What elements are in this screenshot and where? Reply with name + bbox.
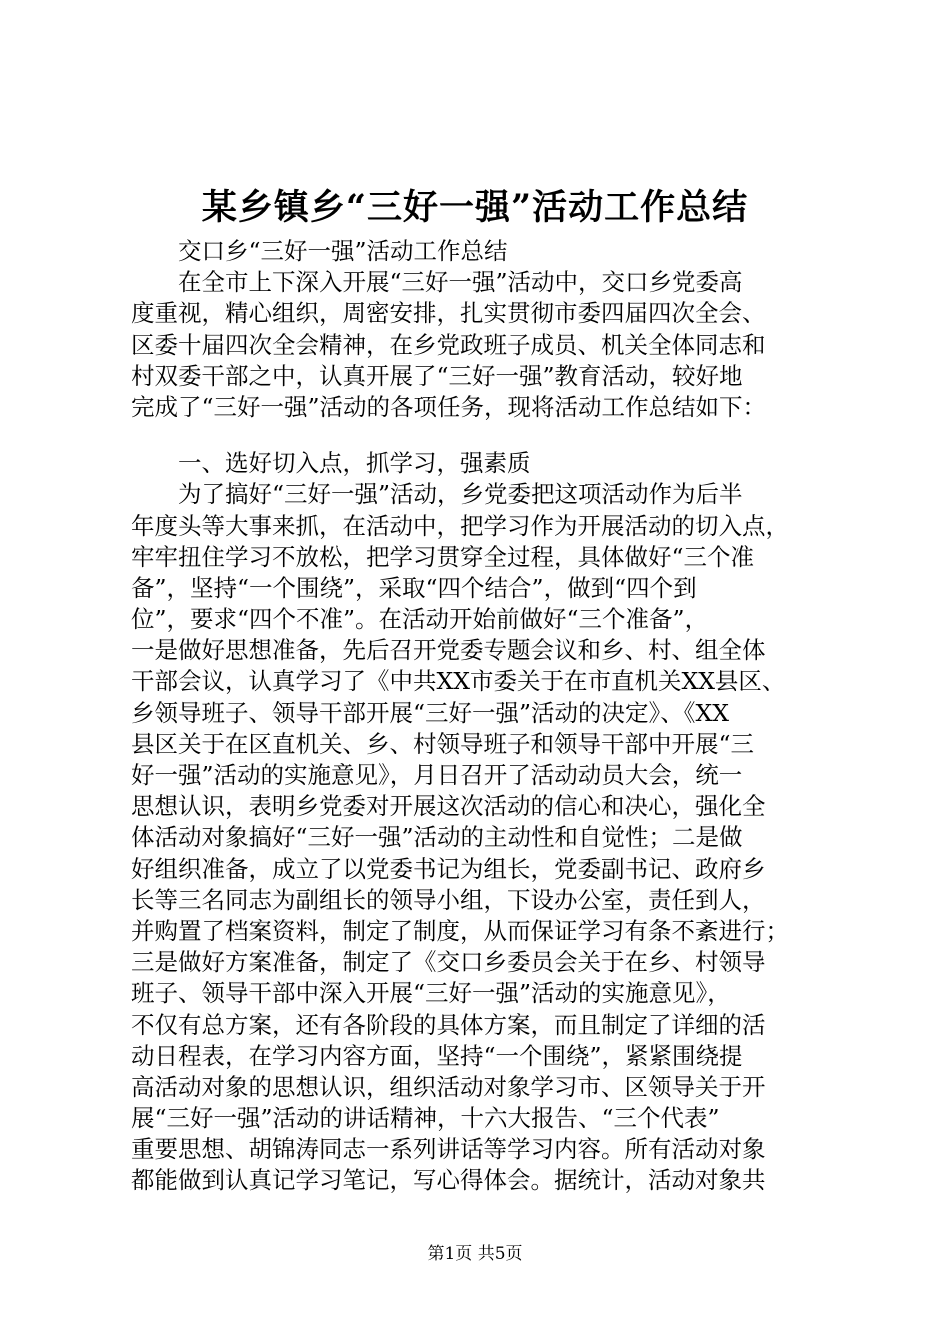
- paragraph-line: 展“三好一强”活动的讲话精神，十六大报告、“三个代表”: [131, 1104, 720, 1133]
- paragraph-line: 在全市上下深入开展“三好一强”活动中，交口乡党委高: [178, 268, 743, 297]
- paragraph-line: 并购置了档案资料，制定了制度，从而保证学习有条不紊进行；: [131, 916, 789, 945]
- subtitle-line: 交口乡“三好一强”活动工作总结: [178, 237, 508, 265]
- paragraph-line: 重要思想、胡锦涛同志一系列讲话等学习内容。所有活动对象: [131, 1135, 766, 1164]
- paragraph-line: 班子、领导干部中深入开展“三好一强”活动的实施意见》，: [131, 979, 731, 1008]
- paragraph-line: 不仅有总方案，还有各阶段的具体方案，而且制定了详细的活: [131, 1010, 766, 1039]
- paragraph-line: 思想认识，表明乡党委对开展这次活动的信心和决心，强化全: [131, 792, 766, 821]
- paragraph-line: 度重视，精心组织，周密安排，扎实贯彻市委四届四次全会、: [131, 299, 766, 328]
- paragraph-line: 年度头等大事来抓，在活动中，把学习作为开展活动的切入点，: [131, 511, 789, 540]
- document-body: [131, 236, 831, 1197]
- paragraph-line: 体活动对象搞好“三好一强”活动的主动性和自觉性；二是做: [131, 823, 743, 852]
- paragraph-line: 村双委干部之中，认真开展了“三好一强”教育活动，较好地: [131, 361, 743, 390]
- paragraph-line: 长等三名同志为副组长的领导小组，下设办公室，责任到人，: [131, 885, 766, 914]
- paragraph-line: 为了搞好“三好一强”活动，乡党委把这项活动作为后半: [178, 480, 743, 509]
- section-heading: 一、选好切入点，抓学习，强素质: [178, 449, 531, 478]
- page-number-footer: 第1页 共5页: [427, 1244, 523, 1264]
- paragraph-line: 都能做到认真记学习笔记，写心得体会。据统计，活动对象共: [131, 1166, 766, 1195]
- paragraph-line: 高活动对象的思想认识，组织活动对象学习市、区领导关于开: [131, 1072, 766, 1101]
- paragraph-line: 位”，要求“四个不准”。在活动开始前做好“三个准备”，: [131, 605, 709, 634]
- paragraph-line: 乡领导班子、领导干部开展“三好一强”活动的决定》、《XX: [131, 698, 729, 727]
- paragraph-line: 备”，坚持“一个围绕”，采取“四个结合”，做到“四个到: [131, 573, 697, 602]
- paragraph-line: 好组织准备，成立了以党委书记为组长，党委副书记、政府乡: [131, 854, 766, 883]
- paragraph-line: 区委十届四次全会精神，在乡党政班子成员、机关全体同志和: [131, 330, 766, 359]
- paragraph-line: 干部会议，认真学习了《中共XX市委关于在市直机关XX县区、: [131, 667, 786, 696]
- document-title: 某乡镇乡“三好一强”活动工作总结: [201, 187, 749, 228]
- paragraph-line: 县区关于在区直机关、乡、村领导班子和领导干部中开展“三: [131, 729, 755, 758]
- paragraph-line: 三是做好方案准备，制定了《交口乡委员会关于在乡、村领导: [131, 948, 766, 977]
- paragraph-line: 一是做好思想准备，先后召开党委专题会议和乡、村、组全体: [131, 636, 766, 665]
- paragraph-line: 好一强”活动的实施意见》，月日召开了活动动员大会，统一: [131, 761, 743, 789]
- paragraph-line: 动日程表，在学习内容方面，坚持“一个围绕”，紧紧围绕提: [131, 1041, 743, 1070]
- paragraph-line: 牢牢扭住学习不放松，把学习贯穿全过程，具体做好“三个准: [131, 542, 755, 571]
- paragraph-line: 完成了“三好一强”活动的各项任务，现将活动工作总结如下：: [131, 392, 767, 421]
